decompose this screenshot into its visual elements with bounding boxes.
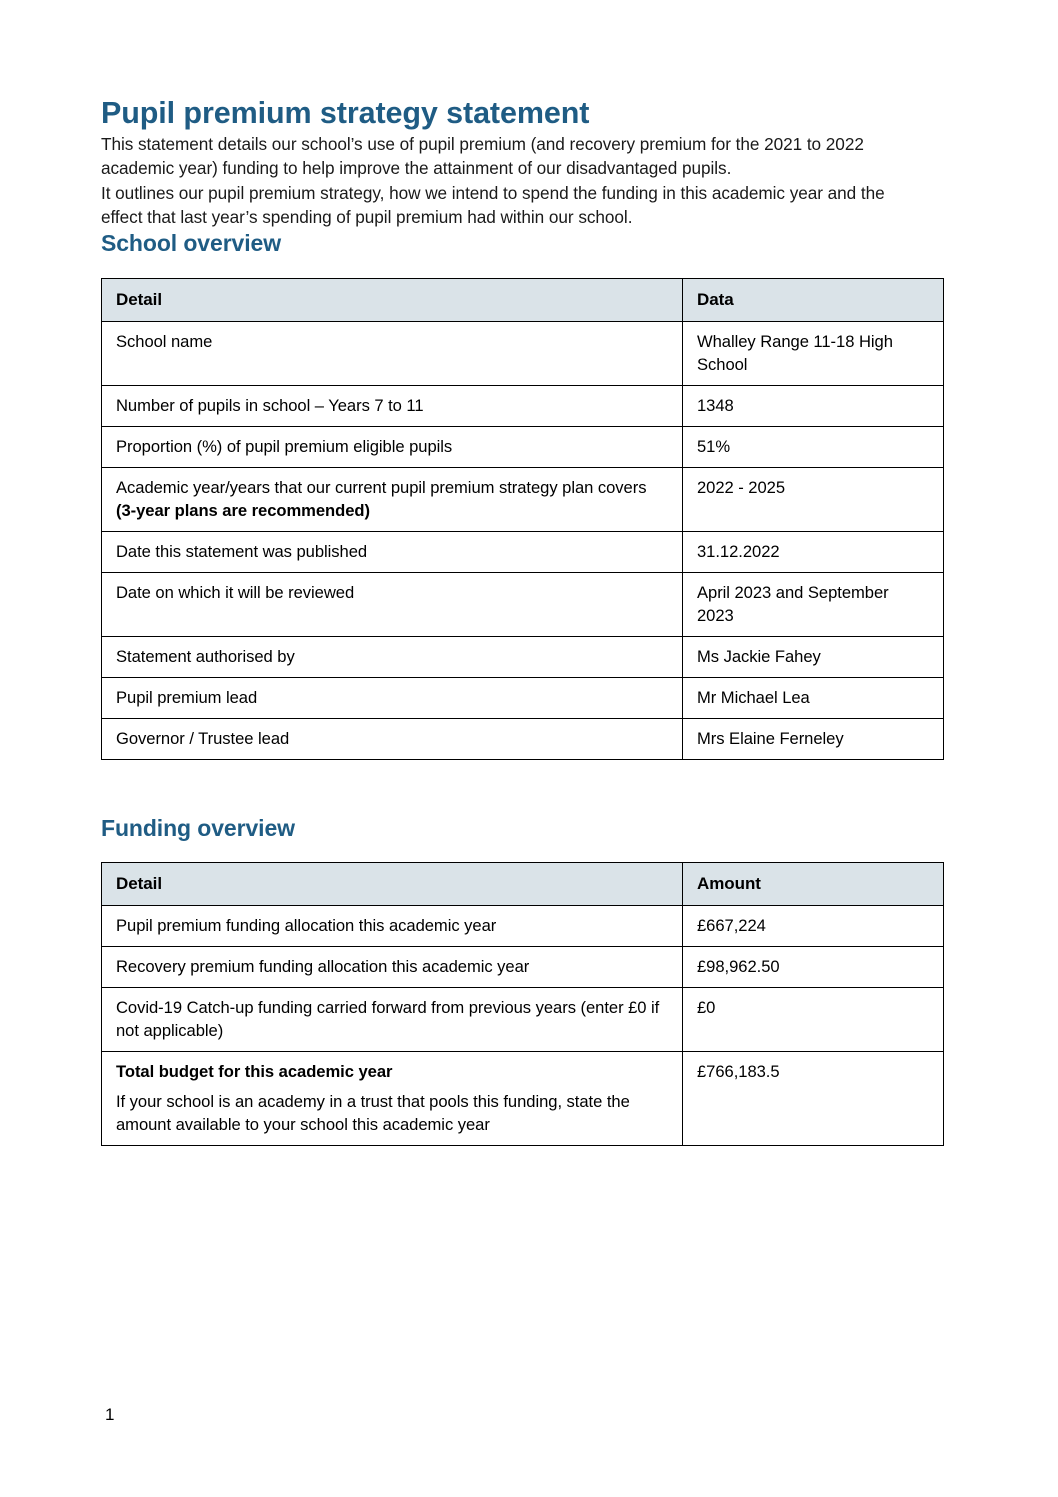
table-row [102, 385, 944, 426]
column-header-amount: Amount [683, 863, 944, 906]
cell-detail-subtext: If your school is an academy in a trust that pools this funding, state the amount available to your school this academic year [116, 1092, 630, 1135]
cell-data: Ms Jackie Fahey [683, 636, 944, 677]
table-row [102, 988, 944, 1052]
school-overview-table [101, 278, 944, 760]
cell-detail [102, 467, 683, 531]
cell-detail [102, 1052, 683, 1146]
page-title: Pupil premium strategy statement [101, 96, 590, 130]
cell-data: 1348 [683, 385, 944, 426]
cell-detail: Covid-19 Catch-up funding carried forward from previous years (enter £0 if not applicable) [102, 988, 683, 1052]
cell-data: Mr Michael Lea [683, 677, 944, 718]
section-heading-funding-overview: Funding overview [101, 814, 295, 841]
table-row [102, 906, 944, 947]
table-header-row [102, 278, 944, 321]
cell-detail: Pupil premium funding allocation this academic year [102, 906, 683, 947]
cell-detail: School name [102, 321, 683, 385]
table-header-row [102, 863, 944, 906]
table-row [102, 1052, 944, 1146]
cell-detail-title: Total budget for this academic year [116, 1062, 393, 1082]
table-row [102, 426, 944, 467]
cell-amount: £667,224 [683, 906, 944, 947]
cell-detail-emphasis: (3-year plans are recommended) [116, 500, 370, 520]
cell-detail: Governor / Trustee lead [102, 718, 683, 759]
table-row [102, 572, 944, 636]
cell-data: 51% [683, 426, 944, 467]
cell-amount: £766,183.5 [683, 1052, 944, 1146]
section-heading-school-overview: School overview [101, 229, 282, 256]
column-header-detail: Detail [102, 863, 683, 906]
cell-detail: Number of pupils in school – Years 7 to 11 [102, 385, 683, 426]
table-row [102, 531, 944, 572]
cell-detail-text: Academic year/years that our current pupil premium strategy plan covers [116, 477, 647, 497]
cell-detail: Recovery premium funding allocation this academic year [102, 947, 683, 988]
table-row [102, 321, 944, 385]
cell-data: April 2023 and September 2023 [683, 572, 944, 636]
cell-data: 31.12.2022 [683, 531, 944, 572]
column-header-detail: Detail [102, 278, 683, 321]
table-row [102, 636, 944, 677]
cell-amount: £98,962.50 [683, 947, 944, 988]
table-row [102, 677, 944, 718]
column-header-data: Data [683, 278, 944, 321]
cell-detail: Pupil premium lead [102, 677, 683, 718]
table-row [102, 467, 944, 531]
cell-detail: Date on which it will be reviewed [102, 572, 683, 636]
cell-data: Whalley Range 11-18 High School [683, 321, 944, 385]
intro-paragraph-1: This statement details our school’s use of pupil premium (and recovery premium for the 2021 to 2022 academic year) funding to help improve the attainment of our disadvantaged pupils. [101, 133, 864, 179]
intro-paragraph-2: It outlines our pupil premium strategy, how we intend to spend the funding in this academic year and the effect that last year’s spending of pupil premium had within our school. [101, 182, 885, 228]
page-number: 1 [105, 1405, 115, 1424]
document-content [101, 95, 945, 1146]
cell-detail: Proportion (%) of pupil premium eligible pupils [102, 426, 683, 467]
cell-data: 2022 - 2025 [683, 467, 944, 531]
cell-amount: £0 [683, 988, 944, 1052]
funding-overview-table [101, 862, 944, 1146]
cell-detail: Statement authorised by [102, 636, 683, 677]
table-row [102, 718, 944, 759]
cell-data: Mrs Elaine Ferneley [683, 718, 944, 759]
table-row [102, 947, 944, 988]
cell-detail: Date this statement was published [102, 531, 683, 572]
